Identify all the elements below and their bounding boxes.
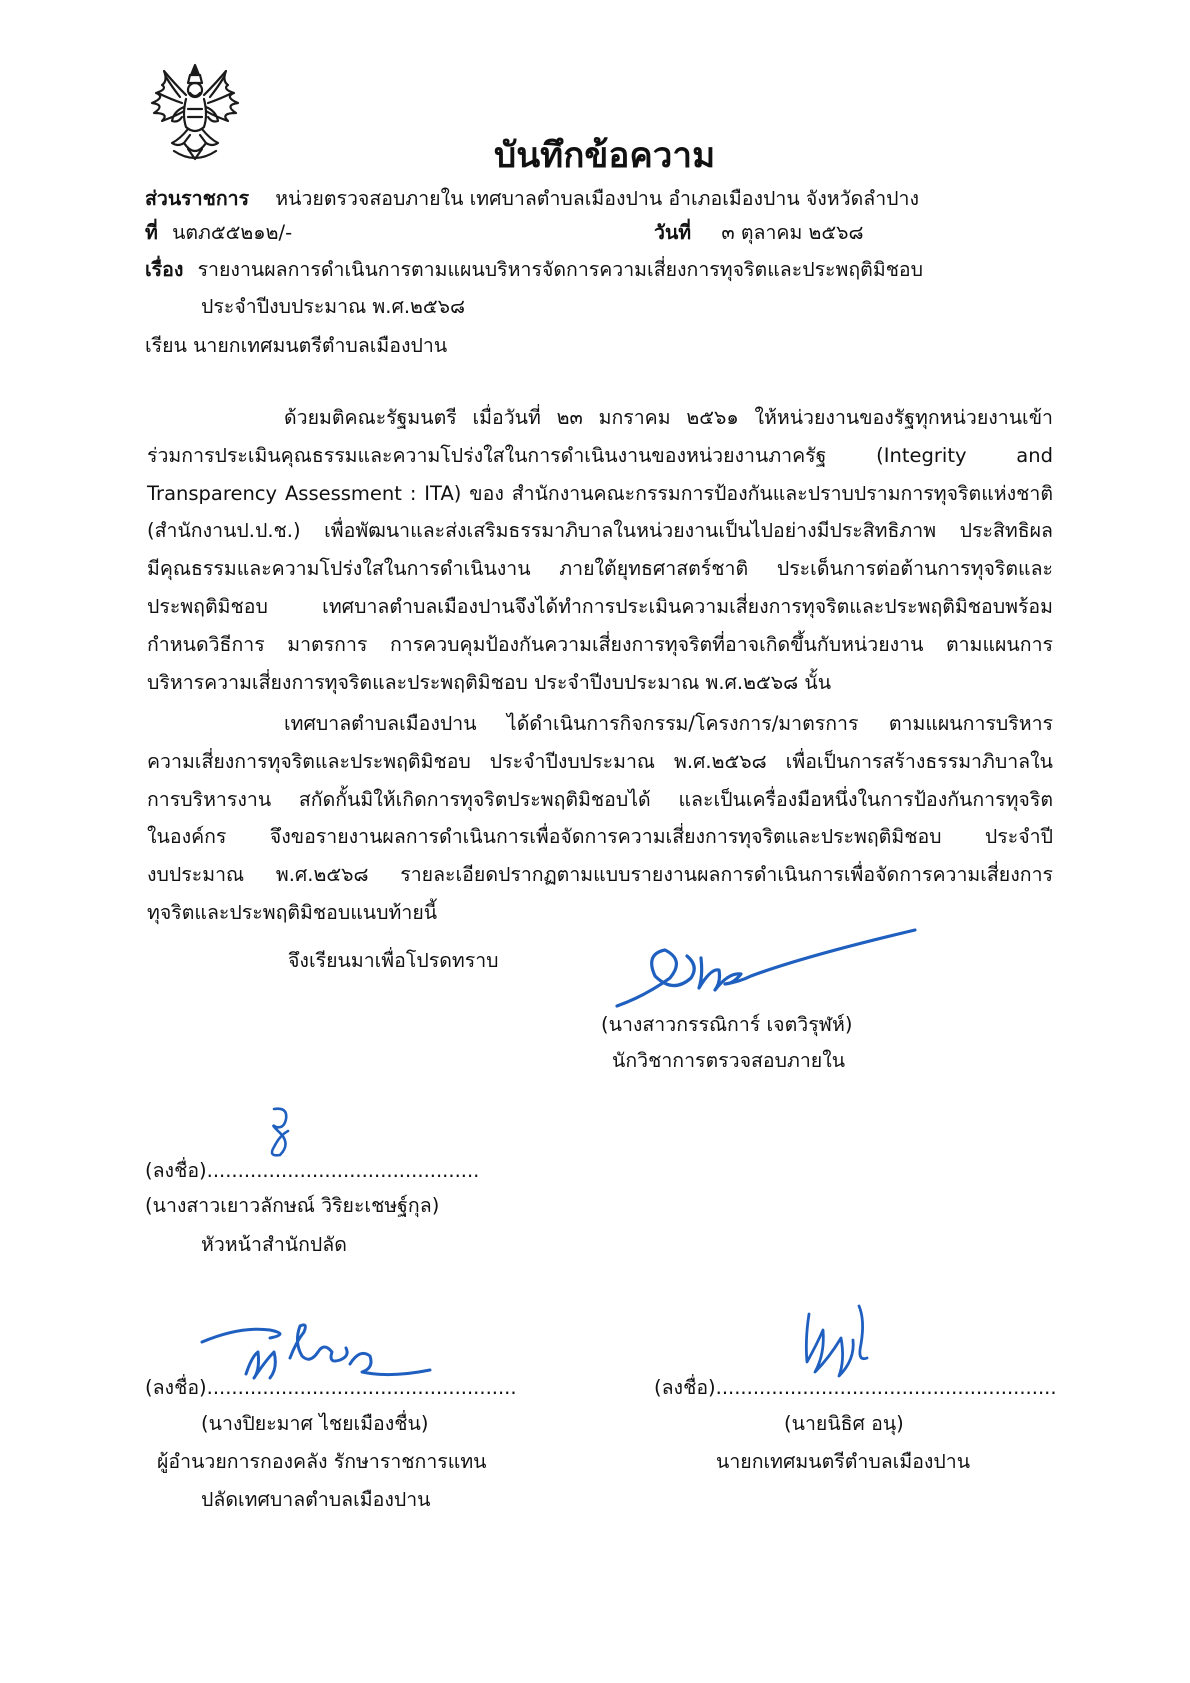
date-row <box>654 223 864 243</box>
date-label: วันที่ <box>654 221 692 244</box>
body-paragraph-1 <box>147 399 1053 701</box>
paragraph-line: Transparency Assessment : ITA) ของ สำนักงานคณะกรรมการป้องกันและปราบปรามการทุจริตแห่งชาติ <box>147 481 1053 505</box>
agency-value: หน่วยตรวจสอบภายใน เทศบาลตำบลเมืองปาน อำเภอเมืองปาน จังหวัดลำปาง <box>275 187 920 210</box>
mayor-name: (นายนิธิศ อนุ) <box>784 1412 904 1435</box>
closing-line: จึงเรียนมาเพื่อโปรดทราบ <box>288 949 499 972</box>
body-paragraph-2 <box>147 705 1053 932</box>
mayor-position: นายกเทศมนตรีตำบลเมืองปาน <box>716 1450 971 1473</box>
author-name: (นางสาวกรรณิการ์ เจตวิรุฬห์) <box>601 1013 853 1036</box>
office-head-position: หัวหน้าสำนักปลัด <box>201 1233 347 1256</box>
paragraph-line: กำหนดวิธีการ มาตรการ การควบคุมป้องกันความเสี่ยงการทุจริตที่อาจเกิดขึ้นกับหน่วยงาน ตามแผนการ <box>147 632 1053 656</box>
finance-director-position-1: ผู้อำนวยการกองคลัง รักษาราชการแทน <box>157 1450 487 1473</box>
finance-director-name: (นางปิยะมาศ ไชยเมืองชื่น) <box>201 1412 429 1435</box>
document-title: บันทึกข้อความ <box>494 136 716 176</box>
subject-row <box>145 260 923 280</box>
subject-label: เรื่อง <box>145 258 184 281</box>
paragraph-line: ด้วยมติคณะรัฐมนตรี เมื่อวันที่ ๒๓ มกราคม ๒๕๖๑ ให้หน่วยงานของรัฐทุกหน่วยงานเข้า <box>284 406 1053 429</box>
paragraph-line: งบประมาณ พ.ศ.๒๕๖๘ รายละเอียดปรากฏตามแบบรายงานผลการดำเนินการเพื่อจัดการความเสี่ยงการ <box>147 863 1053 887</box>
author-signature <box>615 920 925 1010</box>
garuda-emblem-icon <box>144 63 246 166</box>
paragraph-line: การบริหารงาน สกัดกั้นมิให้เกิดการทุจริตประพฤติมิชอบได้ และเป็นเครื่องมือหนึ่งในการป้องกันการทุจริต <box>147 787 1053 811</box>
office-head-sign-line: (ลงชื่อ)............................................ <box>145 1159 480 1182</box>
paragraph-line: เทศบาลตำบลเมืองปาน ได้ดำเนินการกิจกรรม/โครงการ/มาตรการ ตามแผนการบริหาร <box>284 712 1053 735</box>
ref-label: ที่ <box>145 221 158 244</box>
paragraph-line: ความเสี่ยงการทุจริตและประพฤติมิชอบ ประจำปีงบประมาณ พ.ศ.๒๕๖๘ เพื่อเป็นการสร้างธรรมาภิบาลใน <box>147 749 1053 773</box>
paragraph-line: ประพฤติมิชอบ เทศบาลตำบลเมืองปานจึงได้ทำการประเมินความเสี่ยงการทุจริตและประพฤติมิชอบพร้อม <box>147 594 1053 618</box>
date-value: ๓ ตุลาคม ๒๕๖๘ <box>721 221 864 244</box>
paragraph-line: มีคุณธรรมและความโปร่งใสในการดำเนินงาน ภายใต้ยุทธศาสตร์ชาติ ประเด็นการต่อต้านการทุจริตและ <box>147 557 1053 581</box>
office-head-name: (นางสาวเยาวลักษณ์ วิริยะเชษฐ์กุล) <box>145 1194 440 1217</box>
agency-row <box>145 189 919 209</box>
office-head-signature <box>262 1105 322 1165</box>
paragraph-line: (สำนักงานป.ป.ช.) เพื่อพัฒนาและส่งเสริมธรรมาภิบาลในหน่วยงานเป็นไปอย่างมีประสิทธิภาพ ประสิทธิผล <box>147 519 1053 543</box>
paragraph-line: ร่วมการประเมินคุณธรรมและความโปร่งใสในการดำเนินงานของหน่วยงานภาครัฐ (Integrity and <box>147 443 1053 467</box>
mayor-sign-line: (ลงชื่อ)....................................................... <box>654 1376 1057 1399</box>
finance-director-sign-line: (ลงชื่อ).................................................. <box>145 1376 517 1399</box>
agency-label: ส่วนราชการ <box>145 187 250 210</box>
subject-line-2: ประจำปีงบประมาณ พ.ศ.๒๕๖๘ <box>201 295 466 318</box>
subject-line-1: รายงานผลการดำเนินการตามแผนบริหารจัดการความเสี่ยงการทุจริตและประพฤติมิชอบ <box>197 258 924 281</box>
paragraph-line: ทุจริตและประพฤติมิชอบแนบท้ายนี้ <box>147 900 438 924</box>
finance-director-position-2: ปลัดเทศบาลตำบลเมืองปาน <box>201 1488 431 1511</box>
ref-row <box>145 223 292 243</box>
salutation: เรียน นายกเทศมนตรีตำบลเมืองปาน <box>145 334 448 357</box>
paragraph-line: บริหารความเสี่ยงการทุจริตและประพฤติมิชอบ ประจำปีงบประมาณ พ.ศ.๒๕๖๘ นั้น <box>147 670 832 694</box>
ref-value: นตภ๕๕๒๑๒/- <box>172 221 293 244</box>
author-position: นักวิชาการตรวจสอบภายใน <box>612 1049 846 1072</box>
paragraph-line: ในองค์กร จึงขอรายงานผลการดำเนินการเพื่อจัดการความเสี่ยงการทุจริตและประพฤติมิชอบ ประจำปี <box>147 825 1053 849</box>
